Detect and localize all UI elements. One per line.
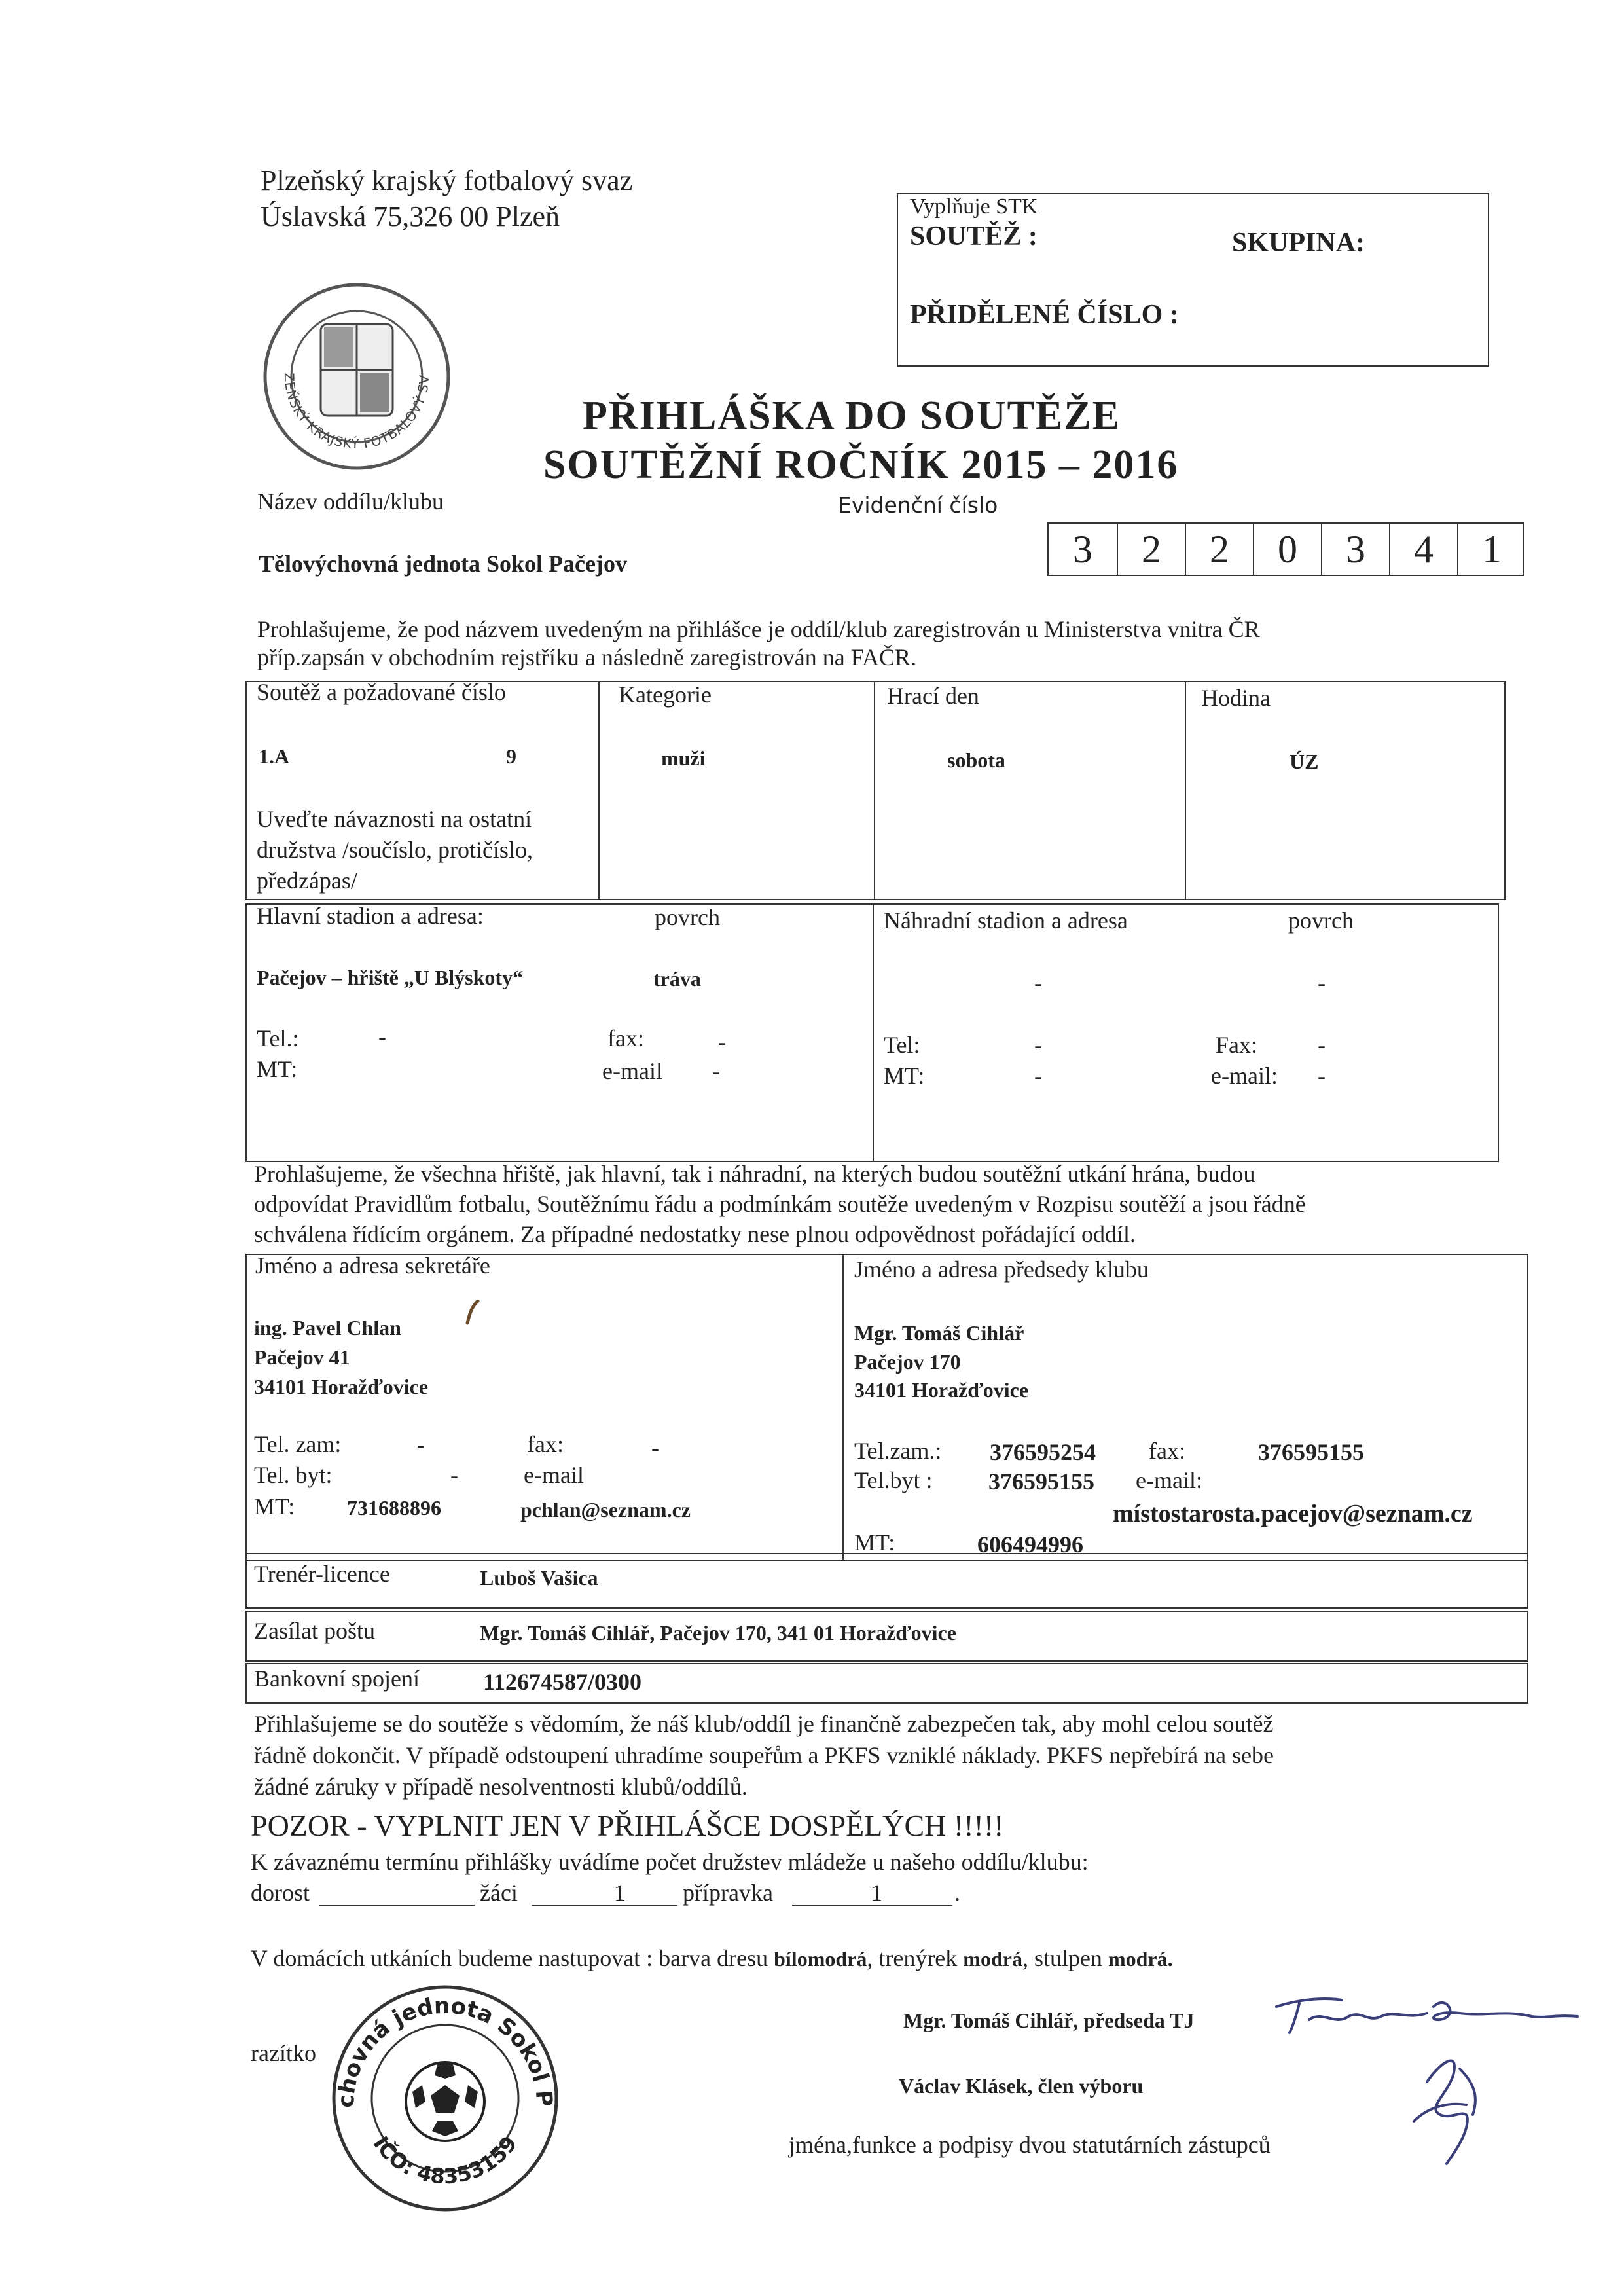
coach-row	[245, 1553, 1528, 1609]
evidence-digit: 3	[1073, 527, 1092, 571]
alt-email-label: e-mail:	[1211, 1063, 1278, 1089]
signature-footer: jména,funkce a podpisy dvou statutárních zástupců	[789, 2132, 1271, 2158]
main-fax-label: fax:	[607, 1025, 644, 1051]
secretary-email: pchlan@seznam.cz	[520, 1498, 691, 1522]
continuity-line2: družstva /součíslo, protičíslo,	[257, 837, 533, 863]
colors-line	[251, 1944, 1173, 1972]
secretary-tel-home: -	[450, 1462, 458, 1488]
secretary-tel-home-label: Tel. byt:	[254, 1462, 333, 1488]
secretary-mt-label: MT:	[254, 1493, 295, 1520]
declaration1-line1: Prohlašujeme, že pod názvem uvedeným na přihlášce je oddíl/klub zaregistrován u Ministerstva vnitra ČR	[257, 616, 1260, 642]
evidence-digit: 4	[1389, 524, 1457, 575]
svg-text:Tělovýchovná jednota Sokol Pač: chovná jednota Sokol P	[333, 1992, 558, 2109]
mail-label: Zasílat poštu	[254, 1618, 375, 1644]
youth-intro: K závaznému termínu přihlášky uvádíme počet družstev mládeže u našeho oddílu/klubu:	[251, 1849, 1089, 1875]
svg-text:PLZEŇSKÝ KRAJSKÝ FOTBALOVÝ SVA: ZEŇSKÝ KRAJSKÝ FOTBALOVÝ SV	[281, 373, 433, 452]
coach-label: Trenér-licence	[254, 1561, 390, 1587]
chairman-mt-label: MT:	[854, 1529, 895, 1556]
alt-tel-label: Tel:	[884, 1032, 920, 1058]
main-surface-label: povrch	[655, 904, 720, 930]
declaration3-line2: řádně dokončit. V případě odstoupení uhradíme soupeřům a PKFS vzniklé náklady. PKFS nepřebírá na sebe	[254, 1742, 1274, 1768]
org-address: Úslavská 75,326 00 Plzeň	[261, 200, 560, 232]
dorost-label: dorost	[251, 1880, 310, 1906]
signer2: Václav Klásek, člen výboru	[899, 2074, 1144, 2098]
category-value: muži	[661, 746, 706, 770]
colors-text: V domácích utkáních budeme nastupovat : barva dresu	[251, 1945, 768, 1971]
match-day-col-label: Hrací den	[887, 683, 979, 709]
evidence-digit: 0	[1253, 524, 1321, 575]
pripravka-label: přípravka	[683, 1880, 773, 1906]
alt-mt-value: -	[1034, 1063, 1042, 1089]
chairman-city: 34101 Horažďovice	[854, 1378, 1029, 1402]
org-name: Plzeňský krajský fotbalový svaz	[261, 164, 633, 196]
jersey-color: bílomodrá	[774, 1947, 867, 1971]
pripravka-count: 1	[871, 1880, 882, 1906]
stk-box	[897, 193, 1489, 367]
competition-col-label: Soutěž a požadované číslo	[257, 679, 506, 705]
alt-stadium-value: -	[1034, 970, 1042, 996]
evidence-digit: 2	[1185, 524, 1253, 575]
main-tel-value: -	[378, 1023, 386, 1049]
hour-value: ÚZ	[1290, 750, 1319, 773]
secretary-tel-work: -	[417, 1431, 425, 1457]
ink-mark	[463, 1300, 483, 1326]
chairman-tel-work-label: Tel.zam.:	[854, 1438, 942, 1464]
secretary-tel-work-label: Tel. zam:	[254, 1431, 342, 1457]
main-email-label: e-mail	[602, 1058, 662, 1084]
hour-col-label: Hodina	[1201, 685, 1271, 711]
evidence-digit: 1	[1457, 524, 1525, 575]
main-tel-label: Tel.:	[257, 1025, 299, 1051]
chairman-fax: 376595155	[1258, 1439, 1364, 1465]
shorts-label: , trenýrek	[867, 1945, 958, 1971]
assigned-number-label: PŘIDĚLENÉ ČÍSLO :	[910, 300, 1179, 330]
evidence-label: Evidenční číslo	[838, 492, 998, 518]
bank-label: Bankovní spojení	[254, 1666, 420, 1692]
evidence-number-boxes	[1047, 522, 1524, 576]
secretary-street: Pačejov 41	[254, 1345, 350, 1369]
season-title: SOUTĚŽNÍ ROČNÍK 2015 – 2016	[543, 443, 1179, 487]
chairman-label: Jméno a adresa předsedy klubu	[854, 1256, 1149, 1283]
declaration1-line2: příp.zapsán v obchodním rejstříku a následně zaregistrován na FAČR.	[257, 644, 917, 670]
youth-period: .	[954, 1880, 960, 1906]
secretary-name: ing. Pavel Chlan	[254, 1316, 401, 1339]
alt-stadium-label: Náhradní stadion a adresa	[884, 907, 1128, 934]
chairman-email: místostarosta.pacejov@seznam.cz	[1113, 1500, 1473, 1527]
alt-fax-label: Fax:	[1216, 1032, 1258, 1058]
requested-number-value: 9	[506, 744, 516, 768]
main-email-value: -	[712, 1058, 720, 1084]
secretary-email-label: e-mail	[524, 1462, 584, 1488]
evidence-digit: 3	[1321, 524, 1389, 575]
secretary-mt: 731688896	[347, 1496, 441, 1520]
socks-color: modrá.	[1108, 1947, 1173, 1971]
main-stadium-label: Hlavní stadion a adresa:	[257, 903, 484, 929]
evidence-digit: 2	[1117, 524, 1185, 575]
match-day-value: sobota	[947, 748, 1005, 772]
declaration2-line3: schválena řídícím orgánem. Za případné nedostatky nese plnou odpovědnost pořádající oddíl.	[254, 1221, 1136, 1247]
competition-table	[245, 681, 1506, 900]
secretary-label: Jméno a adresa sekretáře	[255, 1252, 490, 1279]
continuity-line1: Uveďte návaznosti na ostatní	[257, 806, 532, 832]
chairman-mt: 606494996	[977, 1531, 1083, 1558]
main-fax-value: -	[718, 1029, 726, 1055]
competition-value: 1.A	[259, 744, 290, 768]
main-surface-value: tráva	[653, 967, 701, 991]
svg-text:IČO: 48353159: IČO: 48353159	[368, 2131, 522, 2189]
alt-surface-value: -	[1318, 970, 1326, 996]
mail-value: Mgr. Tomáš Cihlář, Pačejov 170, 341 01 Horažďovice	[480, 1621, 956, 1645]
youth-warning: POZOR - VYPLNIT JEN V PŘIHLÁŠCE DOSPĚLÝCH !!!!!	[251, 1809, 1004, 1842]
main-mt-label: MT:	[257, 1056, 298, 1082]
alt-tel-value: -	[1034, 1032, 1042, 1058]
bank-row	[245, 1663, 1528, 1704]
group-label: SKUPINA:	[1232, 228, 1365, 258]
alt-email-value: -	[1318, 1063, 1326, 1089]
category-col-label: Kategorie	[619, 682, 712, 708]
signer1: Mgr. Tomáš Cihlář, předseda TJ	[903, 2009, 1195, 2032]
form-title: PŘIHLÁŠKA DO SOUTĚŽE	[583, 393, 1121, 438]
secretary-fax-label: fax:	[527, 1431, 564, 1457]
declaration3-line3: žádné záruky v případě nesolventnosti klubů/oddílů.	[254, 1774, 748, 1800]
alt-surface-label: povrch	[1288, 907, 1354, 934]
continuity-line3: předzápas/	[257, 867, 357, 894]
club-name-label: Název oddílu/klubu	[257, 488, 444, 515]
declaration2-line1: Prohlašujeme, že všechna hřiště, jak hlavní, tak i náhradní, na kterých budou soutěžní utkání hrána, budou	[254, 1161, 1255, 1187]
declaration2-line2: odpovídat Pravidlům fotbalu, Soutěžnímu řádu a podmínkám soutěže uvedeným v Rozpisu soutěží a jsou řádně	[254, 1191, 1306, 1217]
chairman-name: Mgr. Tomáš Cihlář	[854, 1321, 1024, 1345]
declaration3-line1: Přihlašujeme se do soutěže s vědomím, že náš klub/oddíl je finančně zabezpečen tak, aby mohl celou soutěž	[254, 1711, 1274, 1737]
chairman-tel-home: 376595155	[988, 1468, 1094, 1495]
alt-mt-label: MT:	[884, 1063, 925, 1089]
chairman-street: Pačejov 170	[854, 1350, 961, 1374]
competition-label: SOUTĚŽ :	[910, 221, 1038, 251]
coach-value: Luboš Vašica	[480, 1566, 598, 1590]
chairman-email-label: e-mail:	[1136, 1467, 1202, 1493]
club-stamp	[327, 1980, 563, 2216]
chairman-tel-work: 376595254	[990, 1439, 1096, 1465]
club-name: Tělovýchovná jednota Sokol Pačejov	[259, 551, 627, 577]
main-stadium-value: Pačejov – hřiště „U Blýskoty“	[257, 966, 524, 989]
secretary-city: 34101 Horažďovice	[254, 1375, 429, 1398]
socks-label: , stulpen	[1022, 1945, 1102, 1971]
chairman-tel-home-label: Tel.byt :	[854, 1467, 933, 1493]
signature-1	[1270, 1980, 1584, 2052]
secretary-fax: -	[651, 1434, 659, 1461]
bank-value: 112674587/0300	[483, 1669, 642, 1695]
signature-2	[1401, 2043, 1506, 2167]
pkfs-logo	[259, 278, 455, 475]
chairman-fax-label: fax:	[1149, 1438, 1185, 1464]
shorts-color: modrá	[963, 1947, 1022, 1971]
stk-filled-by: Vyplňuje STK	[910, 194, 1038, 219]
zaci-count: 1	[614, 1880, 626, 1906]
stamp-label: razítko	[251, 2040, 316, 2066]
zaci-label: žáci	[480, 1880, 518, 1906]
alt-fax-value: -	[1318, 1032, 1326, 1058]
